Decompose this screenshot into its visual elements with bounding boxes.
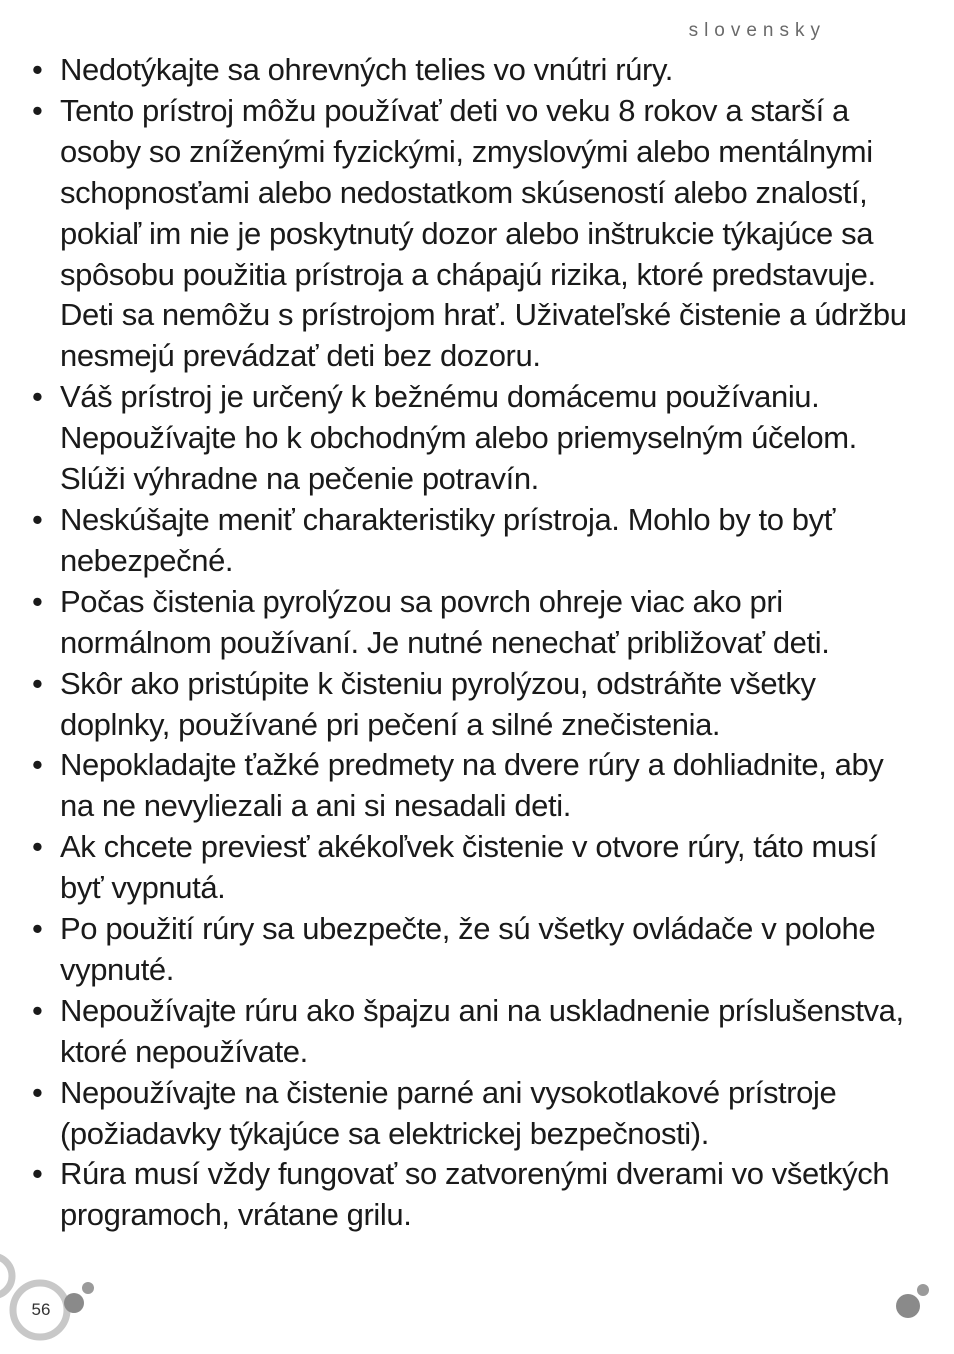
list-item xyxy=(30,377,925,500)
bullet-icon: • xyxy=(32,747,43,783)
list-item-text: Tento prístroj môžu používať deti vo veku 8 rokov a starší a osoby so zníženými fyzickými, zmyslovými alebo mentálnymi schopnosťami alebo nedostatkom skúseností alebo znalostí, pokiaľ im nie je poskytnutý dozor alebo inštrukcie týkajúce sa spôsobu použitia prístroja a chápajú rizika, ktoré predstavuje. Deti sa nemôžu s prístrojom hrať. Uživateľské čistenie a údržbu nesmejú prevádzať deti bez dozoru. xyxy=(60,92,907,374)
safety-instructions-list xyxy=(30,50,925,1236)
page-number: 56 xyxy=(31,1300,51,1319)
list-item xyxy=(30,745,925,827)
list-item-text: Rúra musí vždy fungovať so zatvorenými dverami vo všetkých programoch, vrátane grilu. xyxy=(60,1156,890,1233)
list-item xyxy=(30,1154,925,1236)
list-item-text: Nepokladajte ťažké predmety na dvere rúry a dohliadnite, aby na ne nevyliezali a ani si nesadali deti. xyxy=(60,747,884,824)
list-item xyxy=(30,500,925,582)
list-item xyxy=(30,50,925,91)
bullet-icon: • xyxy=(32,665,43,701)
bullet-icon: • xyxy=(32,379,43,415)
bullet-icon: • xyxy=(32,829,43,865)
language-header: slovensky xyxy=(688,20,826,41)
list-item xyxy=(30,909,925,991)
page-number-circle-decoration-icon xyxy=(0,1224,130,1354)
dot-large-icon xyxy=(64,1293,84,1313)
list-item-text: Nepoužívajte na čistenie parné ani vysokotlakové prístroje (požiadavky týkajúce sa elektrickej bezpečnosti). xyxy=(60,1074,837,1151)
list-item xyxy=(30,91,925,377)
bullet-icon: • xyxy=(32,501,43,537)
list-item-text: Počas čistenia pyrolýzou sa povrch ohreje viac ako pri normálnom používaní. Je nutné nenechať približovať deti. xyxy=(60,583,830,660)
list-item-text: Ak chcete previesť akékoľvek čistenie v otvore rúry, táto musí byť vypnutá. xyxy=(60,829,878,906)
dot-small-icon xyxy=(82,1282,94,1294)
corner-dots-decoration-icon xyxy=(892,1280,932,1320)
list-item-text: Nedotýkajte sa ohrevných telies vo vnútri rúry. xyxy=(60,52,673,87)
list-item xyxy=(30,827,925,909)
bullet-icon: • xyxy=(32,583,43,619)
bullet-icon: • xyxy=(32,1156,43,1192)
bullet-icon: • xyxy=(32,992,43,1028)
list-item xyxy=(30,991,925,1073)
list-item-text: Neskúšajte meniť charakteristiky prístroja. Mohlo by to byť nebezpečné. xyxy=(60,501,835,578)
bullet-icon: • xyxy=(32,92,43,128)
list-item-text: Váš prístroj je určený k bežnému domácemu používaniu. Nepoužívajte ho k obchodným alebo priemyselným účelom. Slúži výhradne na pečenie potravín. xyxy=(60,379,857,497)
list-item-text: Skôr ako pristúpite k čisteniu pyrolýzou, odstráňte všetky doplnky, používané pri pečení a silné znečistenia. xyxy=(60,665,816,742)
list-item xyxy=(30,664,925,746)
bullet-icon: • xyxy=(32,52,43,87)
list-item xyxy=(30,582,925,664)
dot-large-icon xyxy=(896,1294,920,1318)
dot-small-icon xyxy=(917,1284,929,1296)
outer-arc-icon xyxy=(0,1256,12,1296)
bullet-icon: • xyxy=(32,1074,43,1110)
list-item-text: Nepoužívajte rúru ako špajzu ani na uskladnenie príslušenstva, ktoré nepoužívate. xyxy=(60,992,904,1069)
list-item-text: Po použití rúry sa ubezpečte, že sú všetky ovládače v polohe vypnuté. xyxy=(60,911,876,987)
bullet-icon: • xyxy=(32,911,43,947)
list-item xyxy=(30,1073,925,1155)
